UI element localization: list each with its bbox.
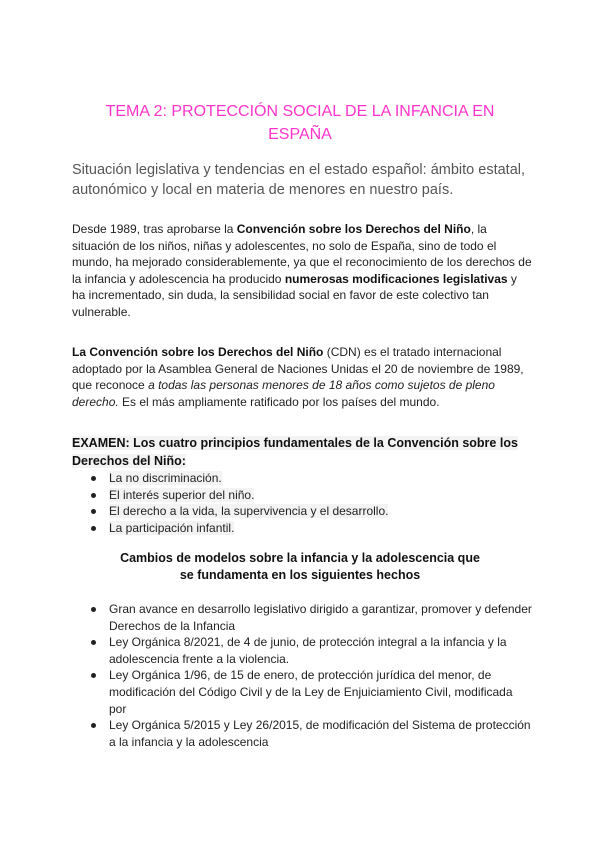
section-heading [72, 550, 528, 584]
intro-paragraph [72, 221, 532, 321]
section-heading-line-1: Cambios de modelos sobre la infancia y la adolescencia que [120, 551, 480, 565]
list-item: El interés superior del niño. [72, 487, 532, 504]
intro-bold-1: Convención sobre los Derechos del Niño [236, 222, 471, 236]
facts-list [72, 601, 532, 750]
list-item: Ley Orgánica 8/2021, de 4 de junio, de protección integral a la infancia y la adolescencia frente a la violencia. [72, 634, 532, 667]
principles-list [72, 470, 532, 536]
section-heading-line-2: se fundamenta en los siguientes hechos [179, 568, 421, 582]
intro-text-1: Desde 1989, tras aprobarse la [72, 222, 237, 236]
cdn-italic: a todas las personas menores de 18 años como sujetos de pleno derecho. [72, 378, 495, 409]
list-item: La participación infantil. [72, 520, 532, 537]
cdn-paragraph [72, 344, 532, 410]
intro-bold-2: numerosas modificaciones legislativas [284, 271, 508, 286]
list-item: La no discriminación. [72, 470, 532, 487]
intro-text-2: , la situación de los niños, niñas y adolescentes, no solo de España, sino de todo el mundo, ha mejorado considerablemente, ya que el reconocimiento de los derechos de la infancia y adolescencia ha producido [72, 222, 532, 286]
exam-heading-text: EXAMEN: Los cuatro principios fundamentales de la Convención sobre los Derechos del Niño: [72, 436, 518, 468]
list-item: Ley Orgánica 1/96, de 15 de enero, de protección jurídica del menor, de modificación del Código Civil y de la Ley de Enjuiciamiento Civil, modificada por [72, 667, 532, 717]
page-title: TEMA 2: PROTECCIÓN SOCIAL DE LA INFANCIA EN ESPAÑA [105, 102, 495, 143]
cdn-text-2: Es el más ampliamente ratificado por los países del mundo. [118, 394, 440, 409]
list-item: Ley Orgánica 5/2015 y Ley 26/2015, de modificación del Sistema de protección a la infancia y la adolescencia [72, 717, 532, 750]
intro-text-3: y ha incrementado, sin duda, la sensibilidad social en favor de este colectivo tan vulnerable. [72, 271, 517, 319]
subtitle: Situación legislativa y tendencias en el estado español: ámbito estatal, autonómico y local en materia de menores en nuestro país. [72, 162, 526, 198]
list-item: Gran avance en desarrollo legislativo dirigido a garantizar, promover y defender Derechos de la Infancia [72, 601, 532, 634]
list-item: El derecho a la vida, la supervivencia y el desarrollo. [72, 503, 532, 520]
cdn-text-1: (CDN) es el tratado internacional adoptado por la Asamblea General de Naciones Unidas el 20 de noviembre de 1989, que reconoce [72, 345, 524, 393]
exam-heading [72, 434, 532, 470]
cdn-bold: La Convención sobre los Derechos del Niño [72, 345, 324, 359]
